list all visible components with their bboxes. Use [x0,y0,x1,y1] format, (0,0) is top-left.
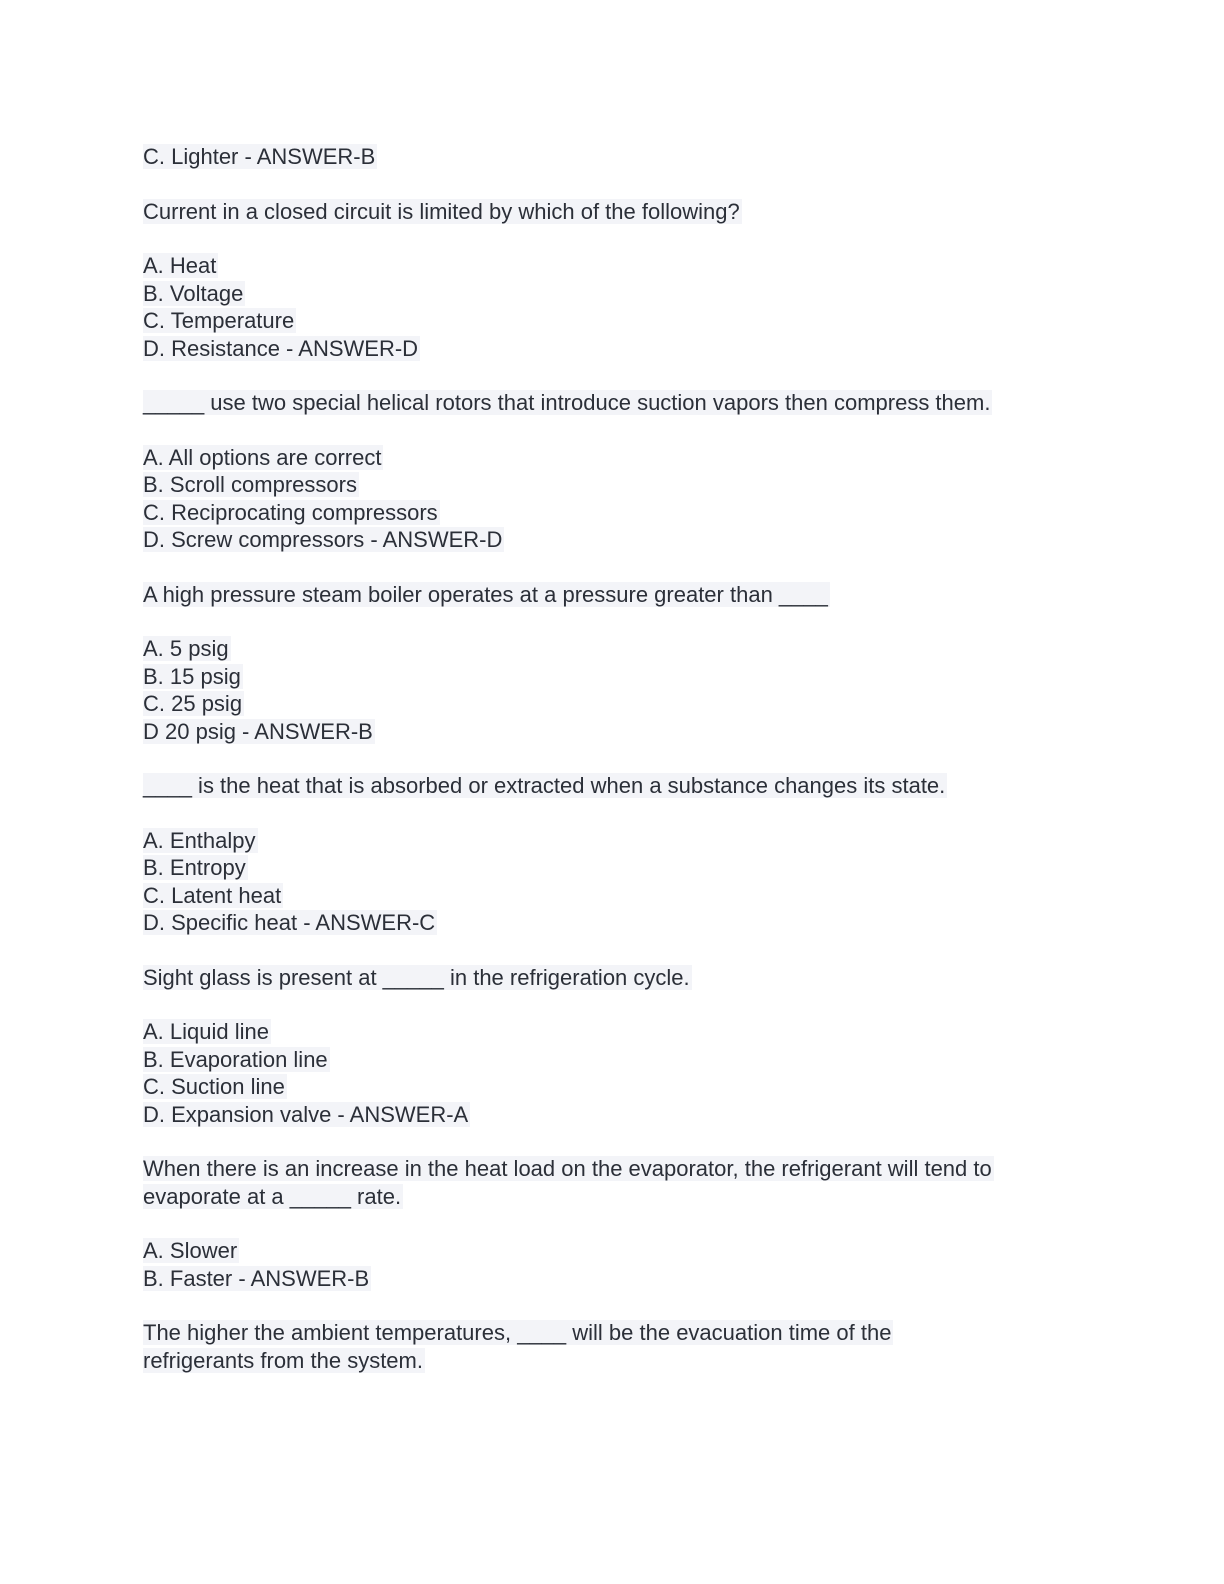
blank-line [143,937,1083,964]
option-text: C. Latent heat [143,882,282,908]
option-line [143,499,1083,527]
option-line [143,854,1083,882]
option-text: B. 15 psig [143,663,241,689]
option-text: C. Reciprocating compressors [143,499,438,525]
option-line [143,335,1083,363]
blank-line [143,1292,1083,1319]
option-line [143,1101,1083,1129]
option-line [143,444,1083,472]
blank-line [143,1128,1083,1155]
question-line [143,198,1083,226]
question-text: ____ is the heat that is absorbed or extracted when a substance changes its state. [143,773,946,798]
blank-line [143,554,1083,581]
option-line [143,690,1083,718]
question-text: _____ use two special helical rotors that introduce suction vapors then compress them. [143,390,991,415]
question-text: The higher the ambient temperatures, ____ will be the evacuation time of the [143,1320,892,1345]
option-text: B. Entropy [143,855,246,880]
option-text: A. Liquid line [143,1019,269,1044]
document-content [143,143,1083,1374]
option-line [143,1073,1083,1101]
option-line [143,280,1083,308]
option-line [143,526,1083,554]
option-line [143,1265,1083,1293]
option-text: A. All options are correct [143,444,382,470]
blank-line [143,800,1083,827]
option-line [143,635,1083,663]
option-line [143,1237,1083,1265]
option-text: A. 5 psig [143,636,229,661]
option-text: B. Faster - ANSWER-B [143,1265,370,1291]
question-line [143,389,1083,417]
question-line [143,581,1083,609]
question-line [143,1347,1083,1375]
option-line [143,663,1083,691]
option-text: D 20 psig - ANSWER-B [143,718,373,744]
option-text: D. Expansion valve - ANSWER-A [143,1101,469,1127]
question-text: refrigerants from the system. [143,1347,423,1373]
blank-line [143,417,1083,444]
option-line [143,882,1083,910]
blank-line [143,171,1083,198]
option-text: D. Specific heat - ANSWER-C [143,910,436,935]
option-text: C. Temperature [143,308,295,333]
option-text: A. Heat [143,253,217,278]
question-text: evaporate at a _____ rate. [143,1183,402,1209]
question-line [143,1155,1083,1183]
blank-line [143,991,1083,1018]
blank-line [143,1210,1083,1237]
question-text: When there is an increase in the heat load on the evaporator, the refrigerant will tend to [143,1156,992,1181]
question-text: A high pressure steam boiler operates at a pressure greater than ____ [143,581,828,607]
answer-line: C. Lighter - ANSWER-B [143,144,376,169]
text-line [143,143,1083,171]
question-line [143,964,1083,992]
question-text: Sight glass is present at _____ in the refrigeration cycle. [143,964,690,990]
blank-line [143,225,1083,252]
option-text: C. 25 psig [143,691,243,716]
option-text: D. Screw compressors - ANSWER-D [143,527,503,552]
option-text: B. Voltage [143,280,244,306]
blank-line [143,745,1083,772]
option-line [143,718,1083,746]
option-line [143,909,1083,937]
option-line [143,1018,1083,1046]
option-line [143,307,1083,335]
option-line [143,252,1083,280]
option-text: C. Suction line [143,1074,285,1099]
question-line [143,1319,1083,1347]
option-text: A. Enthalpy [143,827,256,853]
option-line [143,471,1083,499]
option-text: B. Evaporation line [143,1046,328,1072]
question-line [143,772,1083,800]
option-text: D. Resistance - ANSWER-D [143,335,419,361]
question-text: Current in a closed circuit is limited by which of the following? [143,198,740,224]
option-text: B. Scroll compressors [143,472,357,497]
blank-line [143,362,1083,389]
option-line [143,1046,1083,1074]
option-text: A. Slower [143,1238,238,1263]
blank-line [143,608,1083,635]
question-line [143,1183,1083,1211]
option-line [143,827,1083,855]
